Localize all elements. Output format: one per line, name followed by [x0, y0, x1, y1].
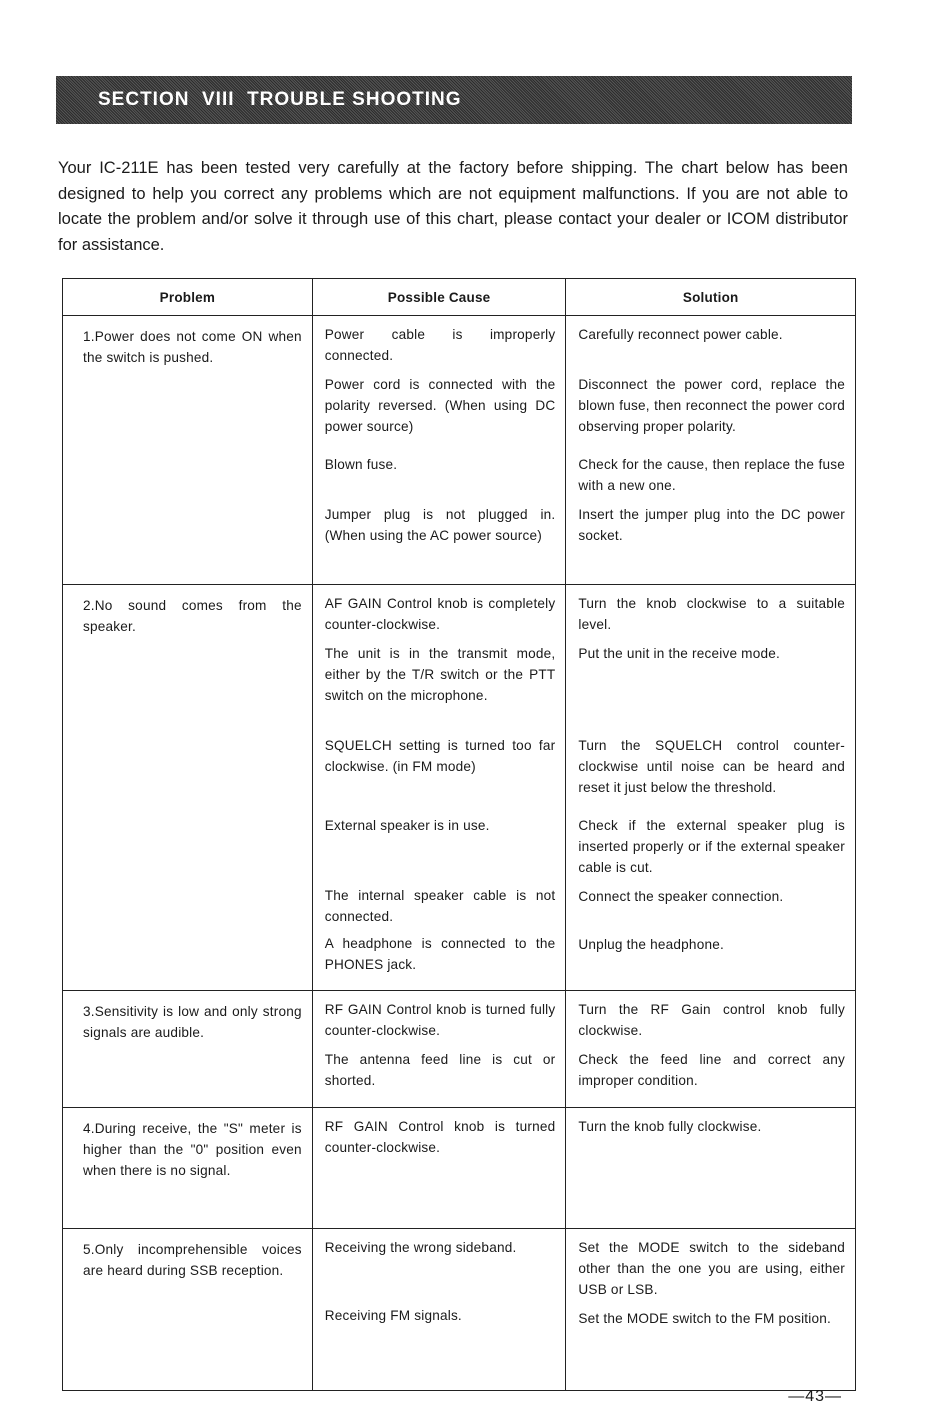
table-row	[63, 1108, 856, 1229]
problem-text: 4.During receive, the "S" meter is higher than the "0" position even when there is no signal.	[83, 1121, 302, 1178]
problem-cell	[63, 585, 313, 991]
solution-text: Turn the knob clockwise to a suitable level.	[578, 596, 845, 632]
intro-paragraph: Your IC-211E has been tested very carefully at the factory before shipping. The chart below has been designed to help you correct any problems which are not equipment malfunctions. If you are not able to locate the problem and/or solve it through use of this chart, please contact your dealer or ICOM distributor for assistance.	[58, 159, 848, 254]
solution-cell	[566, 1229, 856, 1391]
cause-text: Receiving the wrong sideband.	[324, 1240, 517, 1255]
solution-text: Put the unit in the receive mode.	[578, 646, 780, 661]
cause-text: Power cord is connected with the polarity reversed. (When using DC power source)	[324, 377, 556, 434]
solution-text: Unplug the headphone.	[578, 937, 724, 952]
solution-text: Check if the external speaker plug is inserted properly or if the external speaker cable is cut.	[578, 818, 845, 875]
table-row	[63, 991, 856, 1108]
cause-text: RF GAIN Control knob is turned counter-clockwise.	[324, 1119, 556, 1155]
header-problem: Problem	[63, 279, 313, 316]
problem-text: 1.Power does not come ON when the switch is pushed.	[83, 329, 302, 365]
cause-text: RF GAIN Control knob is turned fully counter-clockwise.	[324, 1002, 556, 1038]
header-solution: Solution	[566, 279, 856, 316]
cause-cell	[312, 316, 566, 585]
problem-cell	[63, 316, 313, 585]
solution-text: Set the MODE switch to the sideband other than the one you are using, either USB or LSB.	[578, 1240, 845, 1297]
cause-text: External speaker is in use.	[324, 818, 490, 833]
cause-text: AF GAIN Control knob is completely counter-clockwise.	[324, 596, 556, 632]
cause-text: The antenna feed line is cut or shorted.	[324, 1052, 556, 1088]
section-header	[56, 76, 852, 124]
cause-text: A headphone is connected to the PHONES jack.	[324, 936, 556, 972]
page-number: —43—	[788, 1388, 842, 1405]
solution-cell	[566, 1108, 856, 1229]
cause-cell	[312, 585, 566, 991]
cause-text: SQUELCH setting is turned too far clockwise. (in FM mode)	[324, 738, 556, 774]
cause-cell	[312, 1229, 566, 1391]
header-cause: Possible Cause	[312, 279, 566, 316]
table-row	[63, 316, 856, 585]
table-row	[63, 1229, 856, 1391]
trouble-shooting-table	[62, 278, 856, 1391]
cause-text: Receiving FM signals.	[324, 1308, 462, 1323]
table-body	[63, 316, 856, 1391]
solution-text: Check for the cause, then replace the fuse with a new one.	[578, 457, 845, 493]
cause-text: Power cable is improperly connected.	[324, 327, 556, 363]
solution-cell	[566, 316, 856, 585]
solution-text: Set the MODE switch to the FM position.	[578, 1311, 831, 1326]
solution-text: Disconnect the power cord, replace the blown fuse, then reconnect the power cord observing proper polarity.	[578, 377, 845, 434]
solution-text: Turn the RF Gain control knob fully clockwise.	[578, 1002, 845, 1038]
problem-cell	[63, 1108, 313, 1229]
table-row	[63, 585, 856, 991]
solution-text: Turn the SQUELCH control counter-clockwise until noise can be heard and reset it just below the threshold.	[578, 738, 845, 795]
solution-cell	[566, 991, 856, 1108]
cause-text: Jumper plug is not plugged in. (When using the AC power source)	[324, 507, 556, 543]
solution-text: Check the feed line and correct any improper condition.	[578, 1052, 845, 1088]
problem-text: 3.Sensitivity is low and only strong signals are audible.	[83, 1004, 302, 1040]
solution-cell	[566, 585, 856, 991]
cause-text: The internal speaker cable is not connected.	[324, 888, 556, 924]
section-title: SECTION VIII TROUBLE SHOOTING	[98, 89, 462, 110]
problem-text: 2.No sound comes from the speaker.	[83, 598, 302, 634]
problem-text: 5.Only incomprehensible voices are heard during SSB reception.	[83, 1242, 302, 1278]
cause-text: The unit is in the transmit mode, either by the T/R switch or the PTT switch on the microphone.	[324, 646, 556, 703]
cause-cell	[312, 991, 566, 1108]
problem-cell	[63, 991, 313, 1108]
problem-cell	[63, 1229, 313, 1391]
solution-text: Carefully reconnect power cable.	[578, 327, 783, 342]
solution-text: Insert the jumper plug into the DC power socket.	[578, 507, 845, 543]
solution-text: Connect the speaker connection.	[578, 889, 784, 904]
cause-text: Blown fuse.	[324, 457, 398, 472]
cause-cell	[312, 1108, 566, 1229]
table-header-row	[63, 279, 856, 316]
solution-text: Turn the knob fully clockwise.	[578, 1119, 762, 1134]
